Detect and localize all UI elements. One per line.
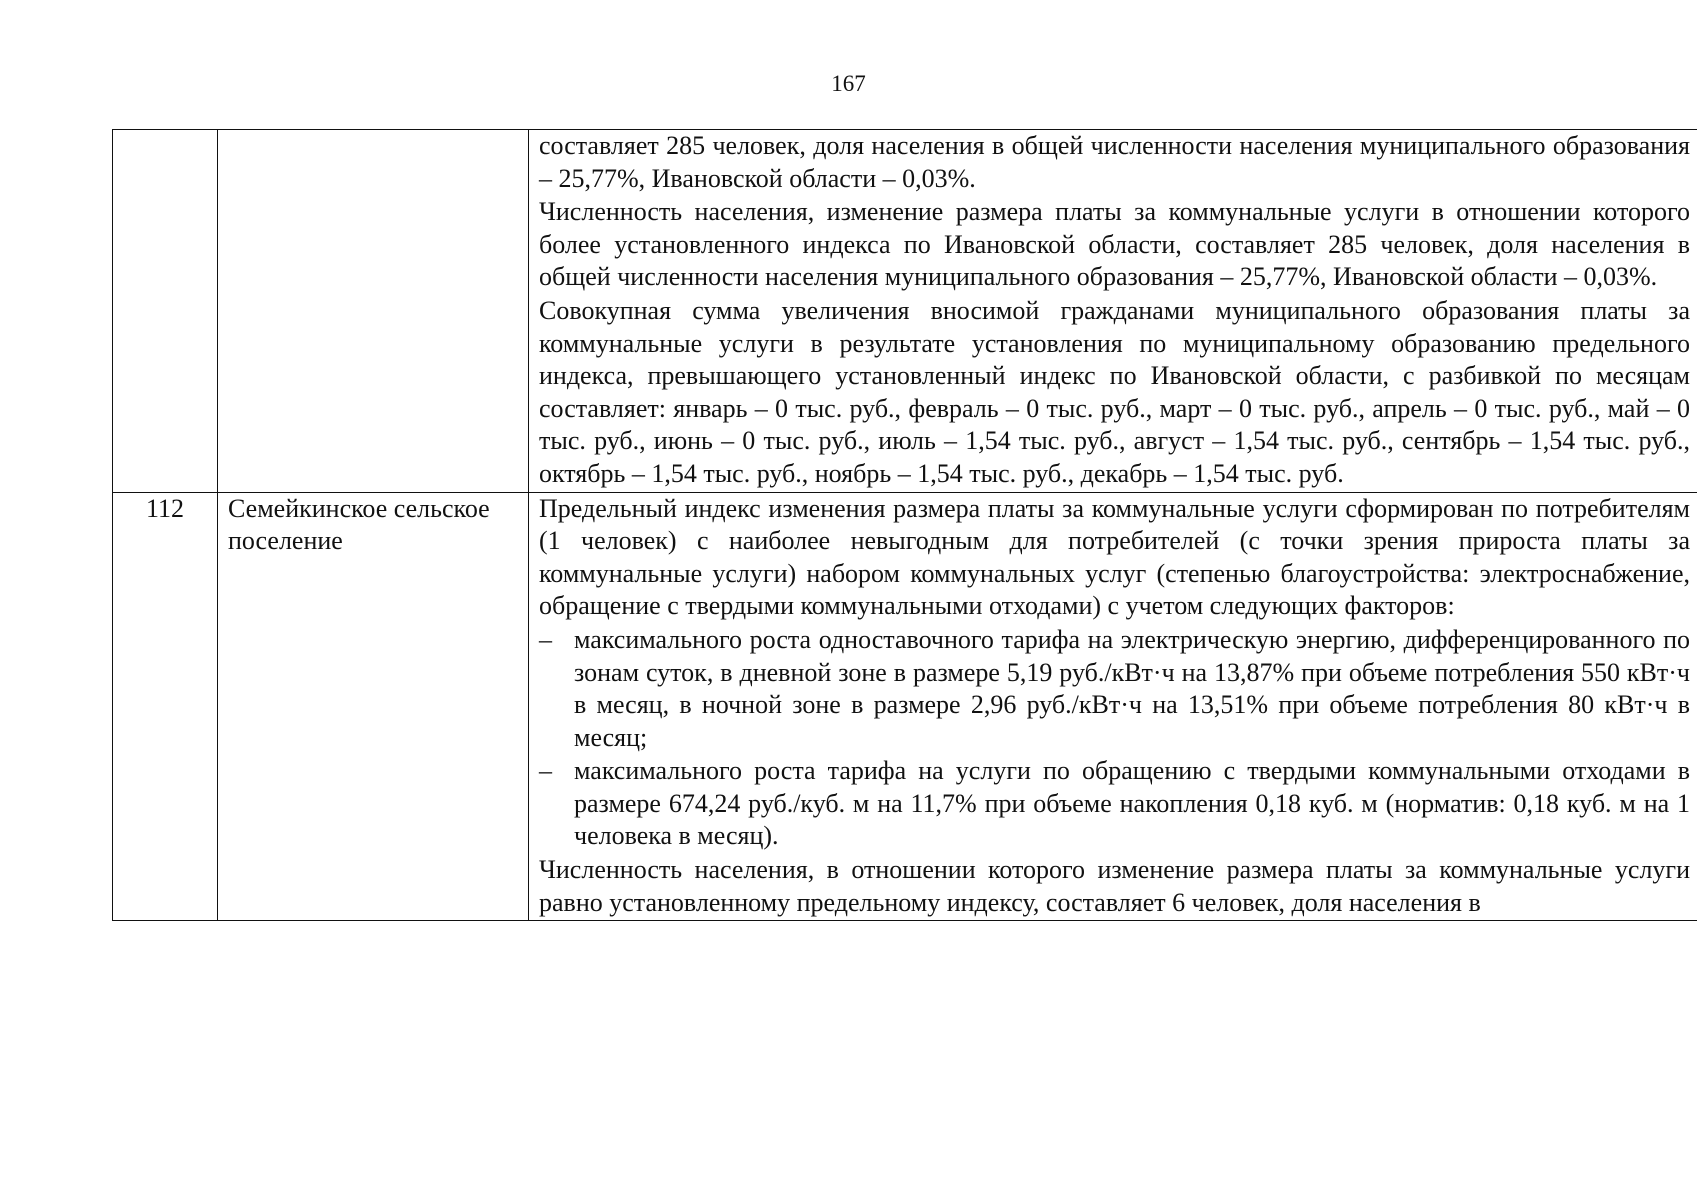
municipality-name-cell [218, 130, 529, 493]
electricity-factor-text: максимального роста одноставочного тарифа на электрическую энергию, дифференцированного по зонам суток, в дневной зоне в размере 5,19 руб./кВт·ч на 13,87% при объеме потребления 550 кВт·ч в месяц, в ночной зоне в размере 2,96 руб./кВт·ч на 13,51% при объеме потребления 80 кВт·ч в месяц; [574, 624, 1690, 752]
waste-factor-text: максимального роста тарифа на услуги по обращению с твердыми коммунальными отходами в размере 674,24 руб./куб. м на 11,7% при объеме накопления 0,18 куб. м (норматив: 0,18 куб. м на 1 человека в месяц). [574, 756, 1690, 851]
table-row [113, 492, 1697, 921]
municipality-name-cell [218, 492, 529, 921]
index-formation-paragraph: Предельный индекс изменения размера платы за коммунальные услуги сформирован по потребителям (1 человек) с наиболее невыгодным для потребителей (с точки зрения прироста платы за коммунальные услуги) набором коммунальных услуг (степенью благоустройства: электроснабжение, обращение с твердыми коммунальными отходами) с учетом следующих факторов: [539, 493, 1690, 621]
description-cell [529, 492, 1697, 921]
population-share-paragraph: составляет 285 человек, доля населения в общей численности населения муниципального образования – 25,77%, Ивановской области – 0,03%. [539, 131, 1690, 193]
factors-list [539, 624, 1690, 853]
municipality-name: Семейкинское сельское поселение [228, 493, 490, 556]
population-above-index-paragraph: Численность населения, изменение размера платы за коммунальные услуги в отношении которого более установленного индекса по Ивановской области, составляет 285 человек, доля населения в общей численности населения муниципального образования – 25,77%, Ивановской области – 0,03%. [539, 197, 1690, 292]
row-number-cell [113, 492, 218, 921]
table-row [113, 130, 1697, 493]
description-cell [529, 130, 1697, 493]
row-number-cell [113, 130, 218, 493]
index-table [112, 129, 1697, 921]
monthly-increase-paragraph: Совокупная сумма увеличения вносимой гражданами муниципального образования платы за коммунальные услуги в результате установления по муниципальному образованию предельного индекса, превышающего установленный индекс по Ивановской области, с разбивкой по месяцам составляет: январь – 0 тыс. руб., февраль – 0 тыс. руб., март – 0 тыс. руб., апрель – 0 тыс. руб., май – 0 тыс. руб., июнь – 0 тыс. руб., июль – 1,54 тыс. руб., август – 1,54 тыс. руб., сентябрь – 1,54 тыс. руб., октябрь – 1,54 тыс. руб., ноябрь – 1,54 тыс. руб., декабрь – 1,54 тыс. руб. [539, 295, 1690, 488]
row-number: 112 [145, 493, 185, 523]
dash-bullet: – [539, 756, 552, 786]
list-item [539, 755, 1690, 853]
dash-bullet: – [539, 624, 552, 654]
population-equal-index-paragraph: Численность населения, в отношении которого изменение размера платы за коммунальные услуги равно установленному предельному индексу, составляет 6 человек, доля населения в [539, 855, 1690, 917]
list-item [539, 624, 1690, 754]
page-number: 167 [831, 71, 866, 96]
